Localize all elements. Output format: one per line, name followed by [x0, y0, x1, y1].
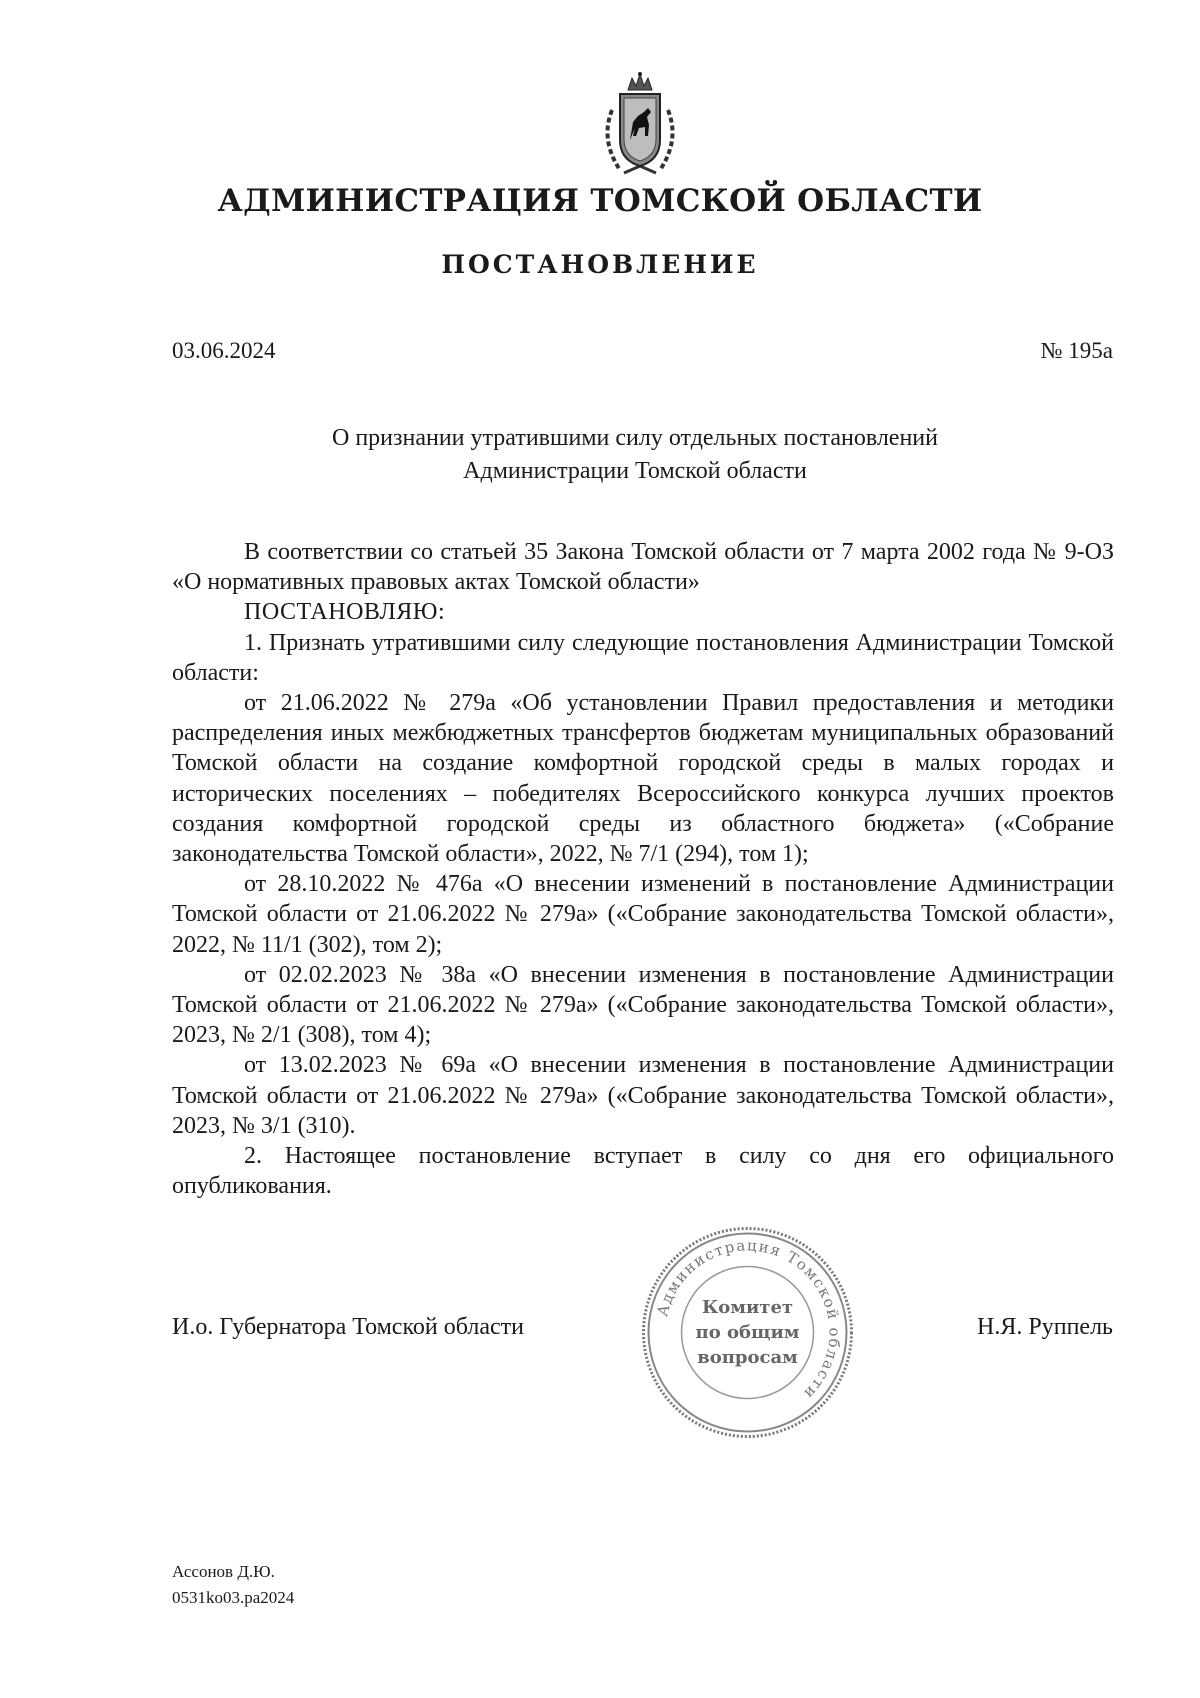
organization-title: АДМИНИСТРАЦИЯ ТОМСКОЙ ОБЛАСТИ [217, 183, 983, 219]
seal-center-line-2: по общим [695, 1322, 800, 1343]
item-2-paragraph: 2. Настоящее постановление вступает в силу со дня его официального опубликования. [172, 1143, 1114, 1200]
seal-center-line-1: Комитет [701, 1297, 794, 1318]
repealed-act-2: от 28.10.2022 № 476а «О внесении изменений в постановление Администрации Томской области от 21.06.2022 № 279а» («Собрание законодательства Томской области», 2022, № 11/1 (302), том 2); [172, 871, 1114, 958]
subject-line-1: О признании утратившими силу отдельных постановлений [332, 425, 938, 451]
footer-info [172, 1559, 294, 1611]
repealed-act-1: от 21.06.2022 № 279а «Об установлении Правил предоставления и методики распределения иных межбюджетных трансфертов бюджетам муниципальных образований Томской области на создание комфортной городской среды в малых городах и исторических поселениях – победителях Всероссийского конкурса лучших проектов создания комфортной городской среды из областного бюджета» («Собрание законодательства Томской области», 2022, № 7/1 (294), том 1); [172, 690, 1114, 868]
tomsk-region-coat-of-arms-icon [590, 70, 690, 182]
official-seal-stamp [640, 1225, 855, 1440]
signatory-position: И.о. Губернатора Томской области [172, 1314, 524, 1340]
resolve-paragraph: ПОСТАНОВЛЯЮ: [244, 599, 446, 626]
document-date: 03.06.2024 [172, 338, 276, 363]
seal-ring-text: Администрация Томской области [653, 1236, 844, 1404]
file-code: 0531ko03.pa2024 [172, 1588, 295, 1607]
document-subject [160, 422, 1110, 488]
repealed-act-3: от 02.02.2023 № 38а «О внесении изменения в постановление Администрации Томской области от 21.06.2022 № 279а» («Собрание законодательства Томской области», 2023, № 2/1 (308), том 4); [172, 961, 1114, 1049]
subject-line-2: Администрации Томской области [463, 458, 807, 484]
repealed-act-4: от 13.02.2023 № 69а «О внесении изменения в постановление Администрации Томской области от 21.06.2022 № 279а» («Собрание законодательства Томской области», 2023, № 3/1 (310). [172, 1052, 1114, 1139]
preamble-paragraph: В соответствии со статьей 35 Закона Томской области от 7 марта 2002 года № 9-ОЗ «О нормативных правовых актах Томской области» [172, 539, 1114, 596]
item-1-paragraph: 1. Признать утратившими силу следующие постановления Администрации Томской области: [172, 629, 1114, 686]
document-type: ПОСТАНОВЛЕНИЕ [441, 250, 759, 279]
signatory-name: Н.Я. Руппель [977, 1314, 1113, 1340]
document-number: № 195а [1040, 338, 1113, 363]
executor-name: Ассонов Д.Ю. [172, 1562, 275, 1581]
seal-center-line-3: вопросам [697, 1347, 798, 1368]
document-body [172, 537, 1114, 1201]
